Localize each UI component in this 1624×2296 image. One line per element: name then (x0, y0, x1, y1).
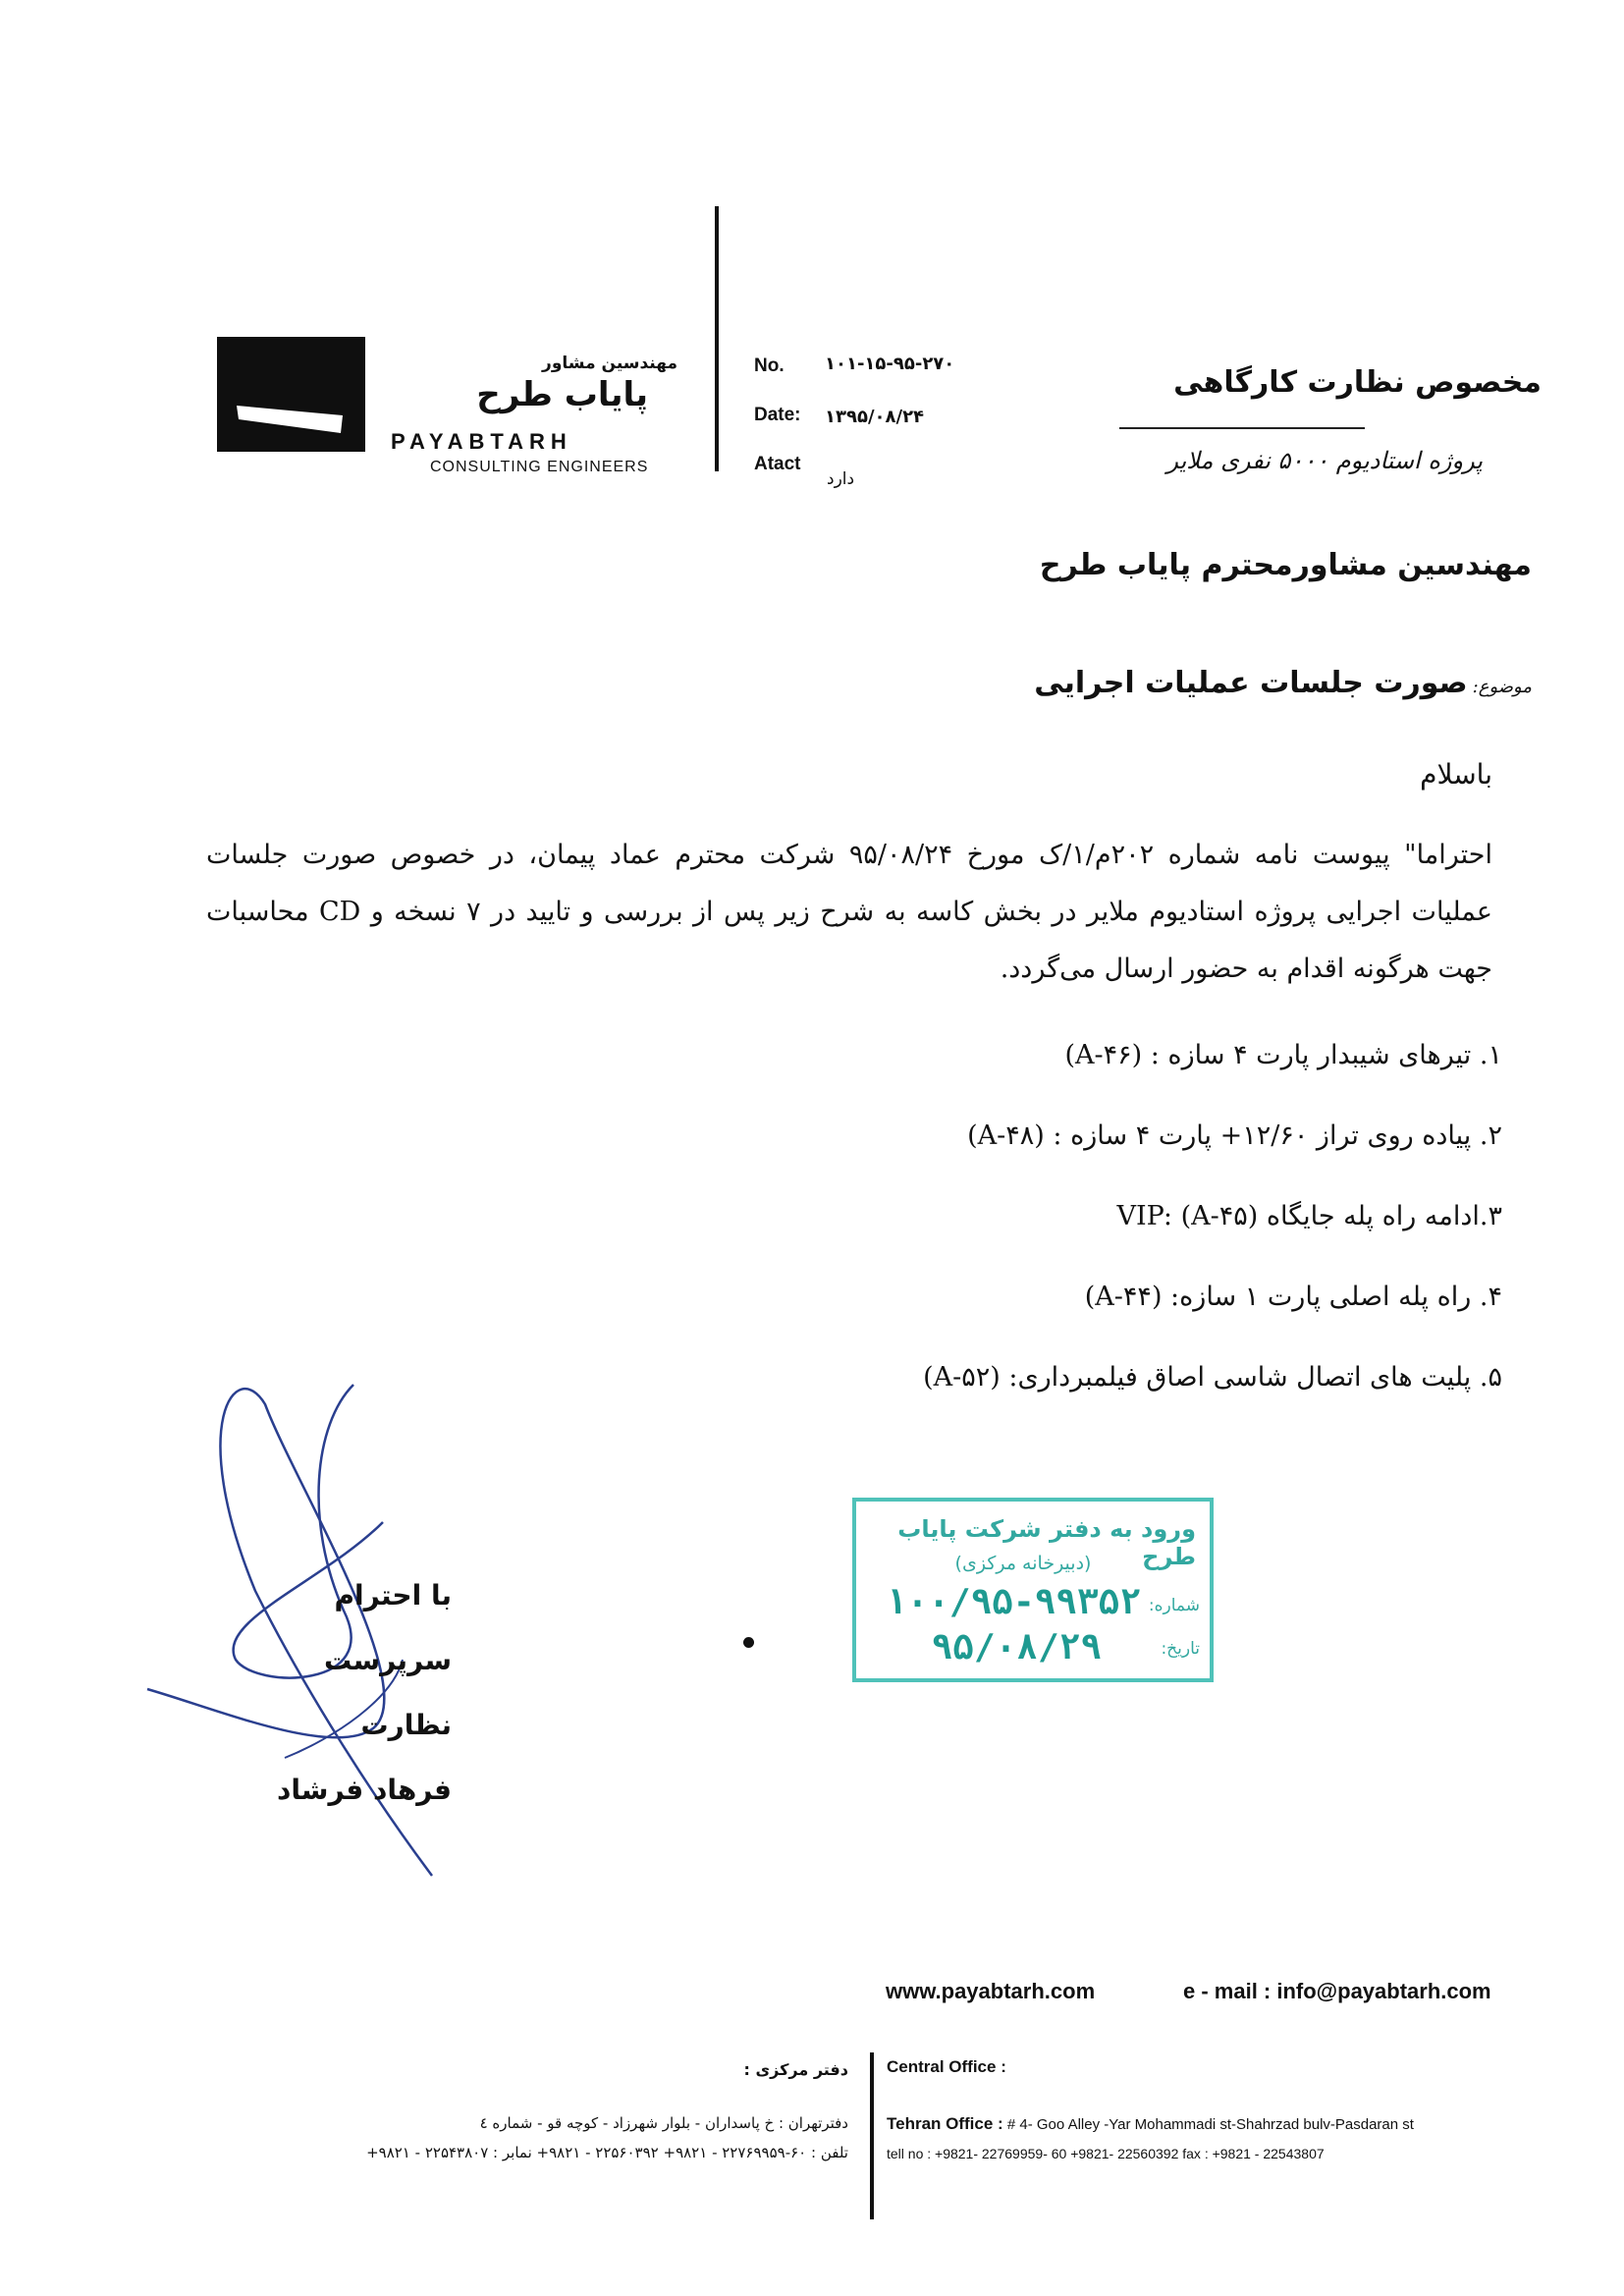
central-office-fa: دفتر مرکزی : (743, 2060, 848, 2079)
list-item: ۳.ادامه راه پله جایگاه VIP: (A-۴۵) (1116, 1201, 1502, 1231)
company-logo (217, 337, 365, 452)
footer-email[interactable]: e - mail : info@payabtarh.com (1183, 1979, 1491, 2003)
date-label: Date: (754, 405, 801, 425)
subject-text: صورت جلسات عملیات اجرایی (1034, 666, 1468, 700)
subject-line (805, 666, 1532, 700)
title-underline (1119, 427, 1365, 429)
signer-title: سرپرست نظارت (323, 1644, 452, 1741)
subject-label: موضوع: (1472, 677, 1532, 697)
tehran-office-fa: دفترتهران : خ پاسداران - بلوار شهرزاد - کوچه قو - شماره ٤ (479, 2114, 848, 2132)
project-name: پروژه استادیوم ۵۰۰۰ نفری ملایر (1166, 447, 1483, 474)
tehran-office-en (887, 2114, 1414, 2134)
greeting: باسلام (1420, 758, 1492, 791)
attach-label: Atact (754, 454, 801, 474)
letter-date: ۱۳۹۵/۰۸/۲۴ (825, 407, 925, 427)
list-item: ۵. پلیت های اتصال شاسی اصاق فیلمبرداری: (A-۵۲) (923, 1362, 1502, 1393)
special-title: مخصوص نظارت کارگاهی (1173, 365, 1542, 400)
company-name-fa: پایاب طرح (476, 375, 648, 414)
tel-en: tell no : +9821- 22769959- 60 +9821- 22560392 fax : +9821 - 22543807 (887, 2146, 1325, 2161)
tel-fa: تلفن : ۶۰-۲۲۷۶۹۹۵۹ - ۹۸۲۱+ ۲۲۵۶۰۳۹۲ - ۹۸۲۱+ نمابر : ۲۲۵۴۳۸۰۷ - ۹۸۲۱+ (366, 2144, 848, 2161)
stamp-title: ورود به دفتر شرکت پایاب طرح (897, 1515, 1196, 1570)
list-item: ۱. تیرهای شیبدار پارت ۴ سازه : (A-۴۶) (1064, 1040, 1502, 1070)
tehran-office-address: # 4- Goo Alley -Yar Mohammadi st-Shahrzad bulv-Pasdaran st (1006, 2116, 1414, 2133)
company-subtitle: CONSULTING ENGINEERS (430, 459, 649, 475)
receipt-stamp (852, 1498, 1214, 1682)
no-label: No. (754, 355, 785, 376)
tehran-office-label: Tehran Office : (887, 2114, 1003, 2133)
recipient: مهندسین مشاورمحترم پایاب طرح (1039, 548, 1532, 582)
central-office-en: Central Office : (887, 2057, 1006, 2076)
item-list (746, 1036, 1502, 1439)
list-item: ۲. پیاده روی تراز ۱۲/۶۰+ پارت ۴ سازه : (A-۴۸) (967, 1121, 1502, 1151)
footer-divider (870, 2052, 874, 2219)
attach-value: دارد (827, 469, 855, 489)
body-paragraph: احتراما" پیوست نامه شماره ۲۰۲م/۱/ک مورخ ۹۵/۰۸/۲۴ شرکت محترم عماد پیمان، در خصوص صورت جلسات عملیات اجرایی پروژه استادیوم ملایر در بخش کاسه به شرح زیر پس از بررسی و تایید در ۷ نسخه و CD محاسبات جهت هرگونه اقدام به حضور ارسال می‌گردد. (206, 840, 1492, 984)
stamp-date-label: تاریخ: (1161, 1639, 1200, 1659)
footer-website[interactable]: www.payabtarh.com (886, 1979, 1096, 2003)
company-name-en: PAYABTARH (391, 429, 572, 454)
ink-dot (743, 1637, 754, 1648)
header-divider (715, 206, 719, 471)
closing: با احترام (334, 1579, 452, 1612)
company-name-fa-small: مهندسین مشاور (542, 354, 677, 373)
letter-number: ۱۰۱-۱۵-۹۵-۲۷۰ (825, 354, 955, 374)
stamp-number: ۱۰۰/۹۵-۹۹۳۵۲ (885, 1582, 1141, 1622)
list-item: ۴. راه پله اصلی پارت ۱ سازه: (A-۴۴) (1084, 1282, 1502, 1312)
signer-name: فرهاد فرشاد (277, 1774, 452, 1806)
signature-block (255, 1563, 452, 1823)
stamp-date: ۹۵/۰۸/۲۹ (931, 1627, 1102, 1667)
stamp-subtitle: (دبیرخانه مرکزی) (954, 1553, 1092, 1574)
stamp-number-label: شماره: (1148, 1596, 1200, 1615)
